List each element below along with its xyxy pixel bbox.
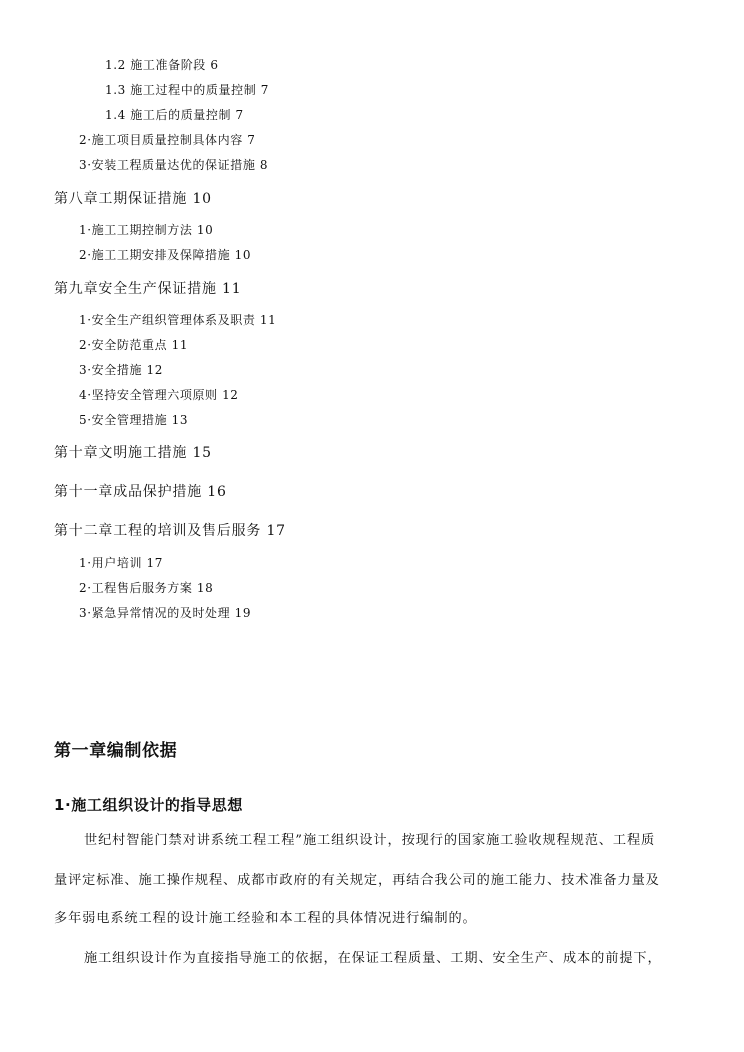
toc-entry: 3·紧急异常情况的及时处理 19	[79, 606, 252, 620]
toc-entry: 1.4 施工后的质量控制 7	[105, 108, 244, 122]
toc-entry: 2·安全防范重点 11	[79, 338, 189, 352]
section-title: 1·施工组织设计的指导思想	[54, 796, 243, 814]
toc-chapter-entry: 第九章安全生产保证措施 11	[54, 281, 242, 297]
toc-entry: 1.2 施工准备阶段 6	[105, 58, 219, 72]
toc-entry: 2·工程售后服务方案 18	[79, 581, 214, 595]
toc-chapter-entry: 第十一章成品保护措施 16	[54, 484, 227, 500]
toc-chapter-entry: 第十二章工程的培训及售后服务 17	[54, 523, 286, 539]
toc-entry: 1·施工工期控制方法 10	[79, 223, 214, 237]
toc-entry: 4·坚持安全管理六项原则 12	[79, 388, 239, 402]
toc-chapter-entry: 第八章工期保证措施 10	[54, 191, 212, 207]
toc-entry: 3·安全措施 12	[79, 363, 163, 377]
toc-entry: 2·施工项目质量控制具体内容 7	[79, 133, 256, 147]
toc-entry: 1.3 施工过程中的质量控制 7	[105, 83, 269, 97]
chapter-title: 第一章编制依据	[54, 741, 178, 761]
toc-entry: 3·安装工程质量达优的保证措施 8	[79, 158, 269, 172]
toc-chapter-entry: 第十章文明施工措施 15	[54, 445, 212, 461]
toc-entry: 1·安全生产组织管理体系及职责 11	[79, 313, 277, 327]
toc-entry: 1·用户培训 17	[79, 556, 163, 570]
paragraph-line: 施工组织设计作为直接指导施工的依据，在保证工程质量、工期、安全生产、成本的前提下，	[84, 951, 662, 966]
toc-entry: 5·安全管理措施 13	[79, 413, 189, 427]
toc-entry: 2·施工工期安排及保障措施 10	[79, 248, 252, 262]
paragraph-line: 量评定标准、施工操作规程、成都市政府的有关规定，再结合我公司的施工能力、技术准备力量及	[54, 873, 660, 888]
paragraph-line: 世纪村智能门禁对讲系统工程工程”施工组织设计，按现行的国家施工验收规程规范、工程质	[84, 833, 656, 848]
paragraph-line: 多年弱电系统工程的设计施工经验和本工程的具体情况进行编制的。	[54, 911, 477, 926]
